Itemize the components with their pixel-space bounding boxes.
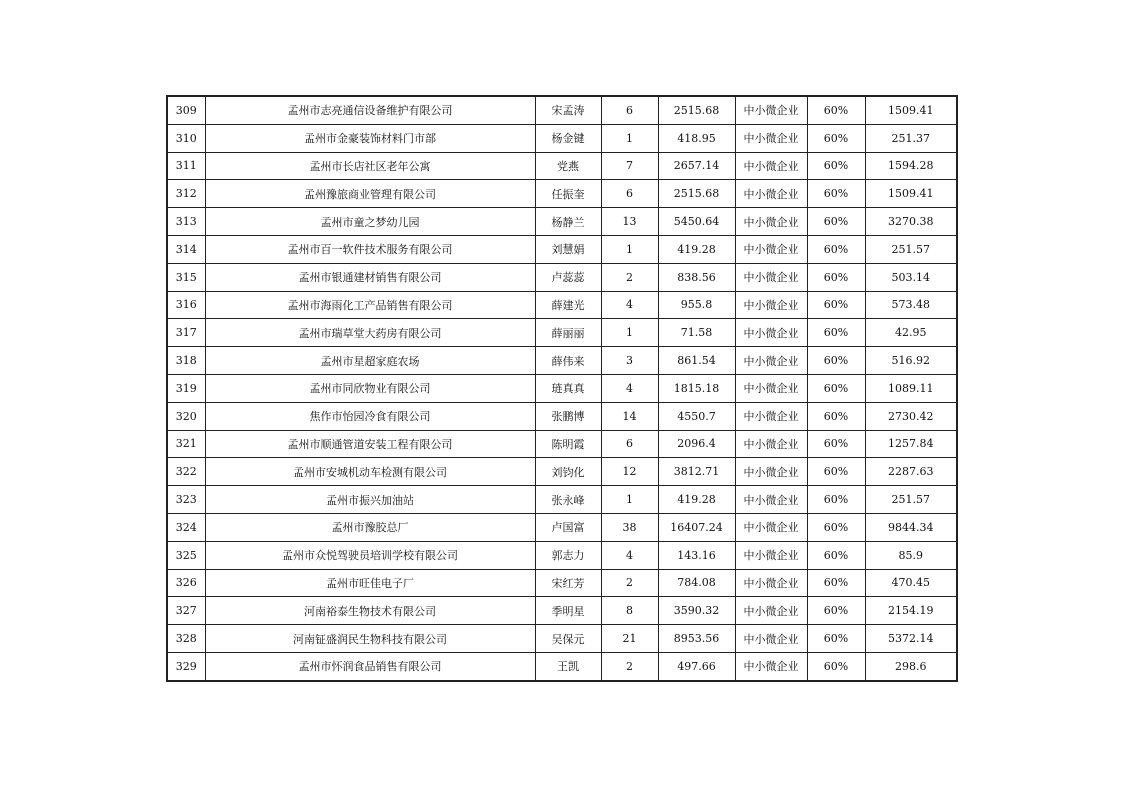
company-name-cell: 孟州市长店社区老年公寓: [205, 152, 535, 180]
contact-name-cell: 宋红芳: [535, 569, 601, 597]
headcount-cell: 12: [601, 458, 658, 486]
table-row: [167, 347, 957, 375]
headcount-cell: 2: [601, 263, 658, 291]
table-row: [167, 208, 957, 236]
contact-name-cell: 任振奎: [535, 180, 601, 208]
contact-name-cell: 王凯: [535, 652, 601, 680]
row-number-cell: 325: [167, 541, 205, 569]
contact-name-cell: 宋孟涛: [535, 96, 601, 124]
table-row: [167, 597, 957, 625]
contact-name-cell: 吴保元: [535, 625, 601, 653]
amount-cell: 4550.7: [658, 402, 735, 430]
subsidy-amount-cell: 9844.34: [865, 513, 957, 541]
amount-cell: 3590.32: [658, 597, 735, 625]
enterprise-type-cell: 中小微企业: [735, 347, 807, 375]
company-name-cell: 孟州市旺佳电子厂: [205, 569, 535, 597]
amount-cell: 2515.68: [658, 180, 735, 208]
enterprise-type-cell: 中小微企业: [735, 569, 807, 597]
enterprise-type-cell: 中小微企业: [735, 319, 807, 347]
table-row: [167, 124, 957, 152]
subsidy-amount-cell: 251.37: [865, 124, 957, 152]
row-number-cell: 328: [167, 625, 205, 653]
row-number-cell: 321: [167, 430, 205, 458]
headcount-cell: 6: [601, 430, 658, 458]
row-number-cell: 313: [167, 208, 205, 236]
enterprise-type-cell: 中小微企业: [735, 208, 807, 236]
enterprise-type-cell: 中小微企业: [735, 625, 807, 653]
row-number-cell: 326: [167, 569, 205, 597]
table-row: [167, 319, 957, 347]
contact-name-cell: 陈明霞: [535, 430, 601, 458]
amount-cell: 418.95: [658, 124, 735, 152]
headcount-cell: 1: [601, 235, 658, 263]
company-name-cell: 焦作市怡园冷食有限公司: [205, 402, 535, 430]
headcount-cell: 2: [601, 652, 658, 680]
company-name-cell: 孟州市百一软件技术服务有限公司: [205, 235, 535, 263]
company-name-cell: 孟州市童之梦幼儿园: [205, 208, 535, 236]
subsidy-amount-cell: 85.9: [865, 541, 957, 569]
amount-cell: 3812.71: [658, 458, 735, 486]
subsidy-amount-cell: 1594.28: [865, 152, 957, 180]
amount-cell: 143.16: [658, 541, 735, 569]
subsidy-amount-cell: 251.57: [865, 235, 957, 263]
subsidy-amount-cell: 42.95: [865, 319, 957, 347]
rate-cell: 60%: [807, 319, 865, 347]
headcount-cell: 4: [601, 374, 658, 402]
subsidy-amount-cell: 251.57: [865, 486, 957, 514]
company-name-cell: 孟州市豫胶总厂: [205, 513, 535, 541]
row-number-cell: 329: [167, 652, 205, 680]
amount-cell: 1815.18: [658, 374, 735, 402]
amount-cell: 838.56: [658, 263, 735, 291]
amount-cell: 2096.4: [658, 430, 735, 458]
amount-cell: 861.54: [658, 347, 735, 375]
table-row: [167, 513, 957, 541]
table-row: [167, 541, 957, 569]
contact-name-cell: 张永峰: [535, 486, 601, 514]
headcount-cell: 13: [601, 208, 658, 236]
enterprise-type-cell: 中小微企业: [735, 458, 807, 486]
headcount-cell: 21: [601, 625, 658, 653]
row-number-cell: 311: [167, 152, 205, 180]
amount-cell: 8953.56: [658, 625, 735, 653]
amount-cell: 5450.64: [658, 208, 735, 236]
company-name-cell: 孟州市瑞草堂大药房有限公司: [205, 319, 535, 347]
amount-cell: 16407.24: [658, 513, 735, 541]
enterprise-type-cell: 中小微企业: [735, 152, 807, 180]
rate-cell: 60%: [807, 625, 865, 653]
subsidy-amount-cell: 516.92: [865, 347, 957, 375]
table-row: [167, 486, 957, 514]
enterprise-type-cell: 中小微企业: [735, 96, 807, 124]
row-number-cell: 322: [167, 458, 205, 486]
enterprise-type-cell: 中小微企业: [735, 291, 807, 319]
subsidy-amount-cell: 1509.41: [865, 180, 957, 208]
subsidy-amount-cell: 5372.14: [865, 625, 957, 653]
row-number-cell: 324: [167, 513, 205, 541]
headcount-cell: 6: [601, 96, 658, 124]
row-number-cell: 320: [167, 402, 205, 430]
rate-cell: 60%: [807, 374, 865, 402]
headcount-cell: 1: [601, 486, 658, 514]
rate-cell: 60%: [807, 96, 865, 124]
table-row: [167, 374, 957, 402]
company-name-cell: 河南裕泰生物技术有限公司: [205, 597, 535, 625]
table-row: [167, 625, 957, 653]
table-row: [167, 430, 957, 458]
table-row: [167, 263, 957, 291]
contact-name-cell: 刘慧娟: [535, 235, 601, 263]
contact-name-cell: 琏真真: [535, 374, 601, 402]
headcount-cell: 38: [601, 513, 658, 541]
rate-cell: 60%: [807, 569, 865, 597]
row-number-cell: 310: [167, 124, 205, 152]
company-name-cell: 孟州市同欣物业有限公司: [205, 374, 535, 402]
rate-cell: 60%: [807, 541, 865, 569]
subsidy-amount-cell: 503.14: [865, 263, 957, 291]
rate-cell: 60%: [807, 180, 865, 208]
company-name-cell: 孟州市众悦驾驶员培训学校有限公司: [205, 541, 535, 569]
headcount-cell: 14: [601, 402, 658, 430]
row-number-cell: 312: [167, 180, 205, 208]
rate-cell: 60%: [807, 124, 865, 152]
company-name-cell: 孟州市金豪装饰材料门市部: [205, 124, 535, 152]
contact-name-cell: 张鹏博: [535, 402, 601, 430]
subsidy-amount-cell: 3270.38: [865, 208, 957, 236]
headcount-cell: 4: [601, 291, 658, 319]
enterprise-type-cell: 中小微企业: [735, 124, 807, 152]
company-name-cell: 孟州豫旅商业管理有限公司: [205, 180, 535, 208]
enterprise-type-cell: 中小微企业: [735, 597, 807, 625]
rate-cell: 60%: [807, 597, 865, 625]
company-name-cell: 孟州市志亮通信设备维护有限公司: [205, 96, 535, 124]
company-name-cell: 孟州市顺通管道安装工程有限公司: [205, 430, 535, 458]
enterprise-type-cell: 中小微企业: [735, 263, 807, 291]
table-row: [167, 180, 957, 208]
amount-cell: 71.58: [658, 319, 735, 347]
table-row: [167, 652, 957, 680]
enterprise-type-cell: 中小微企业: [735, 486, 807, 514]
table-row: [167, 96, 957, 124]
subsidy-amount-cell: 298.6: [865, 652, 957, 680]
rate-cell: 60%: [807, 513, 865, 541]
rate-cell: 60%: [807, 208, 865, 236]
subsidy-amount-cell: 1257.84: [865, 430, 957, 458]
contact-name-cell: 杨金键: [535, 124, 601, 152]
row-number-cell: 327: [167, 597, 205, 625]
enterprise-type-cell: 中小微企业: [735, 541, 807, 569]
enterprise-type-cell: 中小微企业: [735, 430, 807, 458]
subsidy-amount-cell: 1509.41: [865, 96, 957, 124]
rate-cell: 60%: [807, 235, 865, 263]
rate-cell: 60%: [807, 152, 865, 180]
row-number-cell: 319: [167, 374, 205, 402]
enterprise-type-cell: 中小微企业: [735, 652, 807, 680]
contact-name-cell: 薛伟来: [535, 347, 601, 375]
table-row: [167, 291, 957, 319]
contact-name-cell: 薛丽丽: [535, 319, 601, 347]
contact-name-cell: 季明星: [535, 597, 601, 625]
headcount-cell: 6: [601, 180, 658, 208]
amount-cell: 497.66: [658, 652, 735, 680]
headcount-cell: 1: [601, 124, 658, 152]
company-name-cell: 孟州市星超家庭农场: [205, 347, 535, 375]
row-number-cell: 309: [167, 96, 205, 124]
contact-name-cell: 卢蕊蕊: [535, 263, 601, 291]
company-name-cell: 孟州市安城机动车检测有限公司: [205, 458, 535, 486]
headcount-cell: 3: [601, 347, 658, 375]
row-number-cell: 318: [167, 347, 205, 375]
table-row: [167, 402, 957, 430]
amount-cell: 419.28: [658, 235, 735, 263]
table-row: [167, 569, 957, 597]
headcount-cell: 8: [601, 597, 658, 625]
row-number-cell: 323: [167, 486, 205, 514]
company-name-cell: 孟州市怀润食品销售有限公司: [205, 652, 535, 680]
enterprise-type-cell: 中小微企业: [735, 235, 807, 263]
subsidy-amount-cell: 2154.19: [865, 597, 957, 625]
headcount-cell: 1: [601, 319, 658, 347]
amount-cell: 955.8: [658, 291, 735, 319]
rate-cell: 60%: [807, 402, 865, 430]
table-row: [167, 152, 957, 180]
headcount-cell: 2: [601, 569, 658, 597]
table-row: [167, 235, 957, 263]
rate-cell: 60%: [807, 263, 865, 291]
amount-cell: 784.08: [658, 569, 735, 597]
row-number-cell: 315: [167, 263, 205, 291]
amount-cell: 419.28: [658, 486, 735, 514]
company-name-cell: 孟州市银通建材销售有限公司: [205, 263, 535, 291]
rate-cell: 60%: [807, 291, 865, 319]
rate-cell: 60%: [807, 347, 865, 375]
contact-name-cell: 刘钧化: [535, 458, 601, 486]
subsidy-amount-cell: 1089.11: [865, 374, 957, 402]
contact-name-cell: 薛建光: [535, 291, 601, 319]
row-number-cell: 316: [167, 291, 205, 319]
subsidy-amount-cell: 2730.42: [865, 402, 957, 430]
table-body: [167, 96, 957, 681]
contact-name-cell: 杨静兰: [535, 208, 601, 236]
amount-cell: 2515.68: [658, 96, 735, 124]
row-number-cell: 314: [167, 235, 205, 263]
company-name-cell: 河南钲盛润民生物科技有限公司: [205, 625, 535, 653]
enterprise-type-cell: 中小微企业: [735, 180, 807, 208]
rate-cell: 60%: [807, 486, 865, 514]
table-row: [167, 458, 957, 486]
contact-name-cell: 党燕: [535, 152, 601, 180]
rate-cell: 60%: [807, 430, 865, 458]
subsidy-amount-cell: 470.45: [865, 569, 957, 597]
headcount-cell: 7: [601, 152, 658, 180]
row-number-cell: 317: [167, 319, 205, 347]
amount-cell: 2657.14: [658, 152, 735, 180]
headcount-cell: 4: [601, 541, 658, 569]
contact-name-cell: 郭志力: [535, 541, 601, 569]
rate-cell: 60%: [807, 458, 865, 486]
company-name-cell: 孟州市振兴加油站: [205, 486, 535, 514]
subsidy-amount-cell: 573.48: [865, 291, 957, 319]
subsidy-amount-cell: 2287.63: [865, 458, 957, 486]
enterprise-type-cell: 中小微企业: [735, 513, 807, 541]
subsidy-table: [166, 95, 958, 682]
contact-name-cell: 卢国富: [535, 513, 601, 541]
rate-cell: 60%: [807, 652, 865, 680]
enterprise-type-cell: 中小微企业: [735, 374, 807, 402]
enterprise-type-cell: 中小微企业: [735, 402, 807, 430]
company-name-cell: 孟州市海雨化工产品销售有限公司: [205, 291, 535, 319]
